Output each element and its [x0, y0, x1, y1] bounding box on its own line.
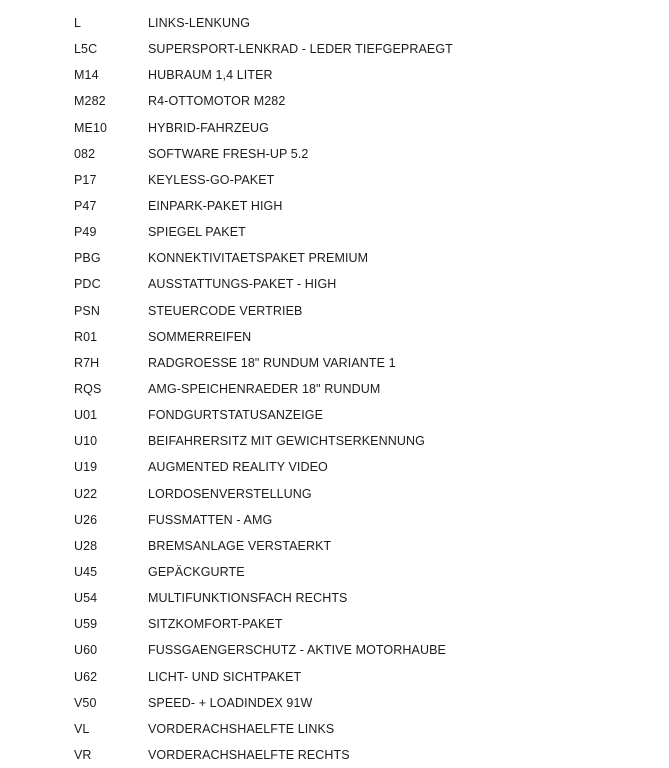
- option-description: KEYLESS-GO-PAKET: [148, 172, 275, 187]
- option-description: LORDOSENVERSTELLUNG: [148, 486, 312, 501]
- option-description: SUPERSPORT-LENKRAD - LEDER TIEFGEPRAEGT: [148, 42, 453, 57]
- option-row: [0, 167, 669, 193]
- option-row: [0, 664, 669, 690]
- option-row: [0, 62, 669, 88]
- option-description: FUSSGAENGERSCHUTZ - AKTIVE MOTORHAUBE: [148, 643, 446, 658]
- option-code: PBG: [74, 251, 101, 266]
- option-description: AUSSTATTUNGS-PAKET - HIGH: [148, 277, 337, 292]
- option-description: HUBRAUM 1,4 LITER: [148, 68, 273, 83]
- option-row: [0, 88, 669, 114]
- option-code: R7H: [74, 355, 100, 370]
- option-row: [0, 193, 669, 219]
- option-description: SOFTWARE FRESH-UP 5.2: [148, 146, 309, 161]
- option-description: LICHT- UND SICHTPAKET: [148, 669, 302, 684]
- option-code: L5C: [74, 42, 98, 57]
- option-row: [0, 585, 669, 611]
- option-row: [0, 376, 669, 402]
- option-description: KONNEKTIVITAETSPAKET PREMIUM: [148, 251, 369, 266]
- option-code: U10: [74, 434, 98, 449]
- option-description: LINKS-LENKUNG: [148, 16, 251, 30]
- option-description: HYBRID-FAHRZEUG: [148, 120, 269, 135]
- option-row: [0, 36, 669, 62]
- option-code: U26: [74, 512, 98, 527]
- option-code: U54: [74, 591, 98, 606]
- option-code: U28: [74, 538, 98, 553]
- option-code: U59: [74, 617, 98, 632]
- option-code: ME10: [74, 120, 108, 135]
- option-row: [0, 324, 669, 350]
- option-row: [0, 245, 669, 271]
- option-description: MULTIFUNKTIONSFACH RECHTS: [148, 591, 348, 606]
- option-description: AMG-SPEICHENRAEDER 18" RUNDUM: [148, 381, 381, 396]
- option-row: [0, 428, 669, 454]
- option-row: [0, 559, 669, 585]
- option-code: V50: [74, 695, 97, 710]
- option-code: P47: [74, 198, 97, 213]
- option-code: U19: [74, 460, 98, 475]
- option-description: BEIFAHRERSITZ MIT GEWICHTSERKENNUNG: [148, 434, 425, 449]
- option-code: P17: [74, 172, 97, 187]
- option-code: U22: [74, 486, 98, 501]
- option-description: GEPÄCKGURTE: [148, 564, 245, 579]
- option-description: STEUERCODE VERTRIEB: [148, 303, 303, 318]
- option-description: AUGMENTED REALITY VIDEO: [148, 460, 328, 475]
- option-code: U45: [74, 564, 98, 579]
- option-description: FONDGURTSTATUSANZEIGE: [148, 408, 324, 423]
- option-code: M14: [74, 68, 99, 83]
- option-description: SITZKOMFORT-PAKET: [148, 617, 283, 632]
- option-code: U62: [74, 669, 98, 684]
- option-description: R4-OTTOMOTOR M282: [148, 94, 286, 109]
- option-description: EINPARK-PAKET HIGH: [148, 198, 283, 213]
- option-code: U01: [74, 408, 98, 423]
- option-code-list: [0, 10, 669, 768]
- option-code: L: [74, 16, 82, 30]
- option-description: SPEED- + LOADINDEX 91W: [148, 695, 313, 710]
- option-row: [0, 10, 669, 36]
- option-row: [0, 716, 669, 742]
- option-row: [0, 219, 669, 245]
- option-row: [0, 271, 669, 297]
- option-description: SPIEGEL PAKET: [148, 225, 246, 240]
- option-description: FUSSMATTEN - AMG: [148, 512, 273, 527]
- option-row: [0, 690, 669, 716]
- option-code: VL: [74, 721, 90, 736]
- option-row: [0, 507, 669, 533]
- option-code: U60: [74, 643, 98, 658]
- option-row: [0, 454, 669, 480]
- option-row: [0, 742, 669, 768]
- option-row: [0, 298, 669, 324]
- option-code: P49: [74, 225, 97, 240]
- option-code: RQS: [74, 381, 102, 396]
- option-row: [0, 350, 669, 376]
- option-code: PSN: [74, 303, 101, 318]
- option-description: VORDERACHSHAELFTE RECHTS: [148, 747, 350, 762]
- option-code: 082: [74, 146, 96, 161]
- option-code: PDC: [74, 277, 101, 292]
- option-row: [0, 533, 669, 559]
- option-code: VR: [74, 747, 92, 762]
- option-row: [0, 637, 669, 663]
- option-description: VORDERACHSHAELFTE LINKS: [148, 721, 335, 736]
- option-description: RADGROESSE 18" RUNDUM VARIANTE 1: [148, 355, 396, 370]
- option-code: M282: [74, 94, 106, 109]
- option-row: [0, 611, 669, 637]
- option-description: BREMSANLAGE VERSTAERKT: [148, 538, 332, 553]
- option-row: [0, 402, 669, 428]
- option-row: [0, 141, 669, 167]
- option-row: [0, 481, 669, 507]
- option-code: R01: [74, 329, 98, 344]
- option-row: [0, 115, 669, 141]
- option-description: SOMMERREIFEN: [148, 329, 252, 344]
